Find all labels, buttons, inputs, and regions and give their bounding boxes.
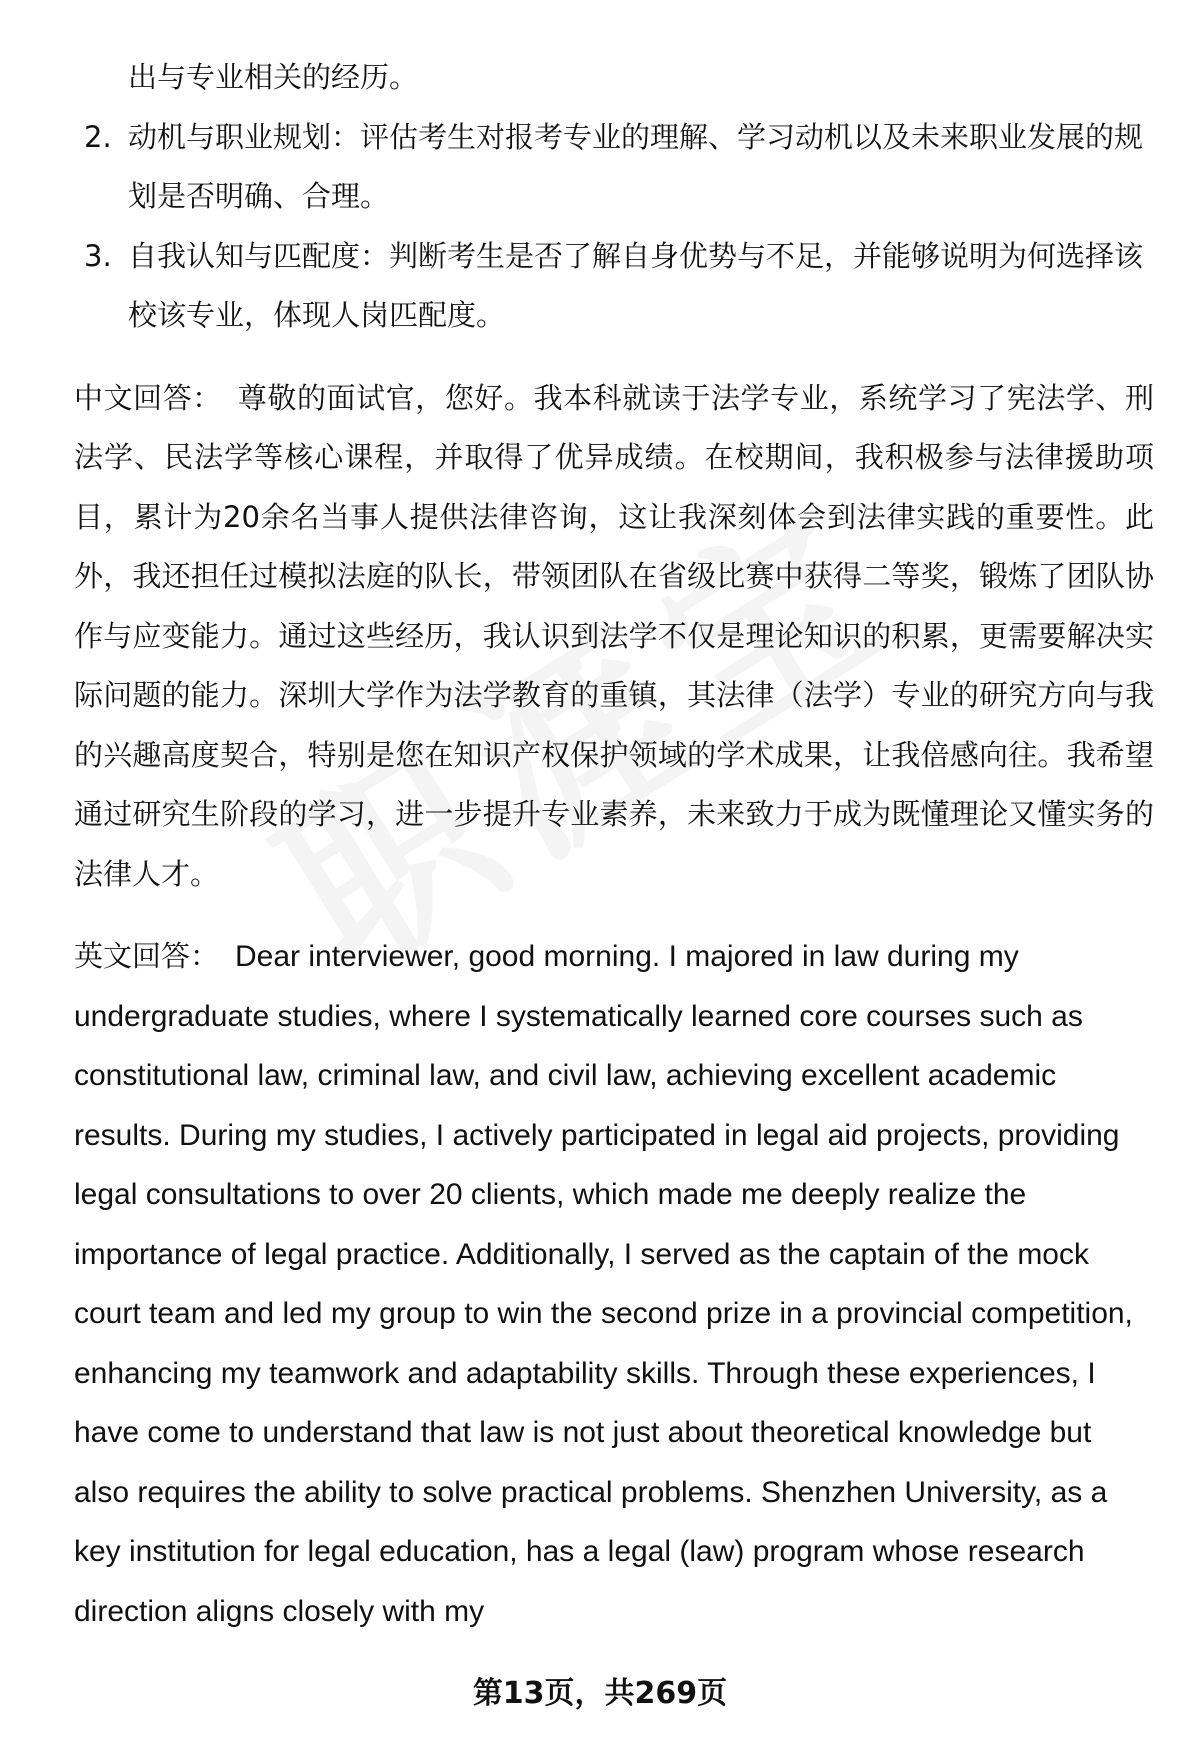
criteria-list [74,108,1154,346]
list-item-text: 自我认知与匹配度：判断考生是否了解自身优势与不足，并能够说明为何选择该校该专业，体现人岗匹配度。 [128,238,1144,332]
page-number: 第13页，共269页 [472,1676,728,1711]
chinese-answer-text: 尊敬的面试官，您好。我本科就读于法学专业，系统学习了宪法学、刑法学、民法学等核心课程，并取得了优异成绩。在校期间，我积极参与法律援助项目，累计为20余名当事人提供法律咨询，这让我深刻体会到法律实践的重要性。此外，我还担任过模拟法庭的队长，带领团队在省级比赛中获得二等奖，锻炼了团队协作与应变能力。通过这些经历，我认识到法学不仅是理论知识的积累，更需要解决实际问题的能力。深圳大学作为法学教育的重镇，其法律（法学）专业的研究方向与我的兴趣高度契合，特别是您在知识产权保护领域的学术成果，让我倍感向往。我希望通过研究生阶段的学习，进一步提升专业素养，未来致力于成为既懂理论又懂实务的法律人才。 [74,380,1154,891]
english-answer [74,927,1154,1641]
chinese-answer [74,369,1154,905]
page-content [74,48,1154,1641]
list-item [74,227,1154,346]
chinese-answer-label: 中文回答： [74,380,222,415]
continuation-text: 出与专业相关的经历。 [128,60,419,94]
list-item-text: 动机与职业规划：评估考生对报考专业的理解、学习动机以及未来职业发展的规划是否明确、合理。 [128,119,1144,213]
english-answer-label: 英文回答： [74,939,220,973]
list-item [74,108,1154,227]
list-item-number: 3. [84,238,112,273]
english-answer-text: Dear interviewer, good morning. I majored in law during my undergraduate studies, where I systematically learned core courses such as constitutional law, criminal law, and civil law, achieving excellent academic results. During my studies, I actively participated in legal aid projects, providing legal consultations to over 20 clients, which made me deeply realize the importance of legal practice. Additionally, I served as the captain of the mock court team and led my group to win the second prize in a provincial competition, enhancing my teamwork and adaptability skills. Through these experiences, I have come to understand that law is not just about theoretical knowledge but also requires the ability to solve practical problems. Shenzhen University, as a key institution for legal education, has a legal (law) program whose research direction aligns closely with my [74,940,1133,1628]
list-item-number: 2. [84,119,112,154]
